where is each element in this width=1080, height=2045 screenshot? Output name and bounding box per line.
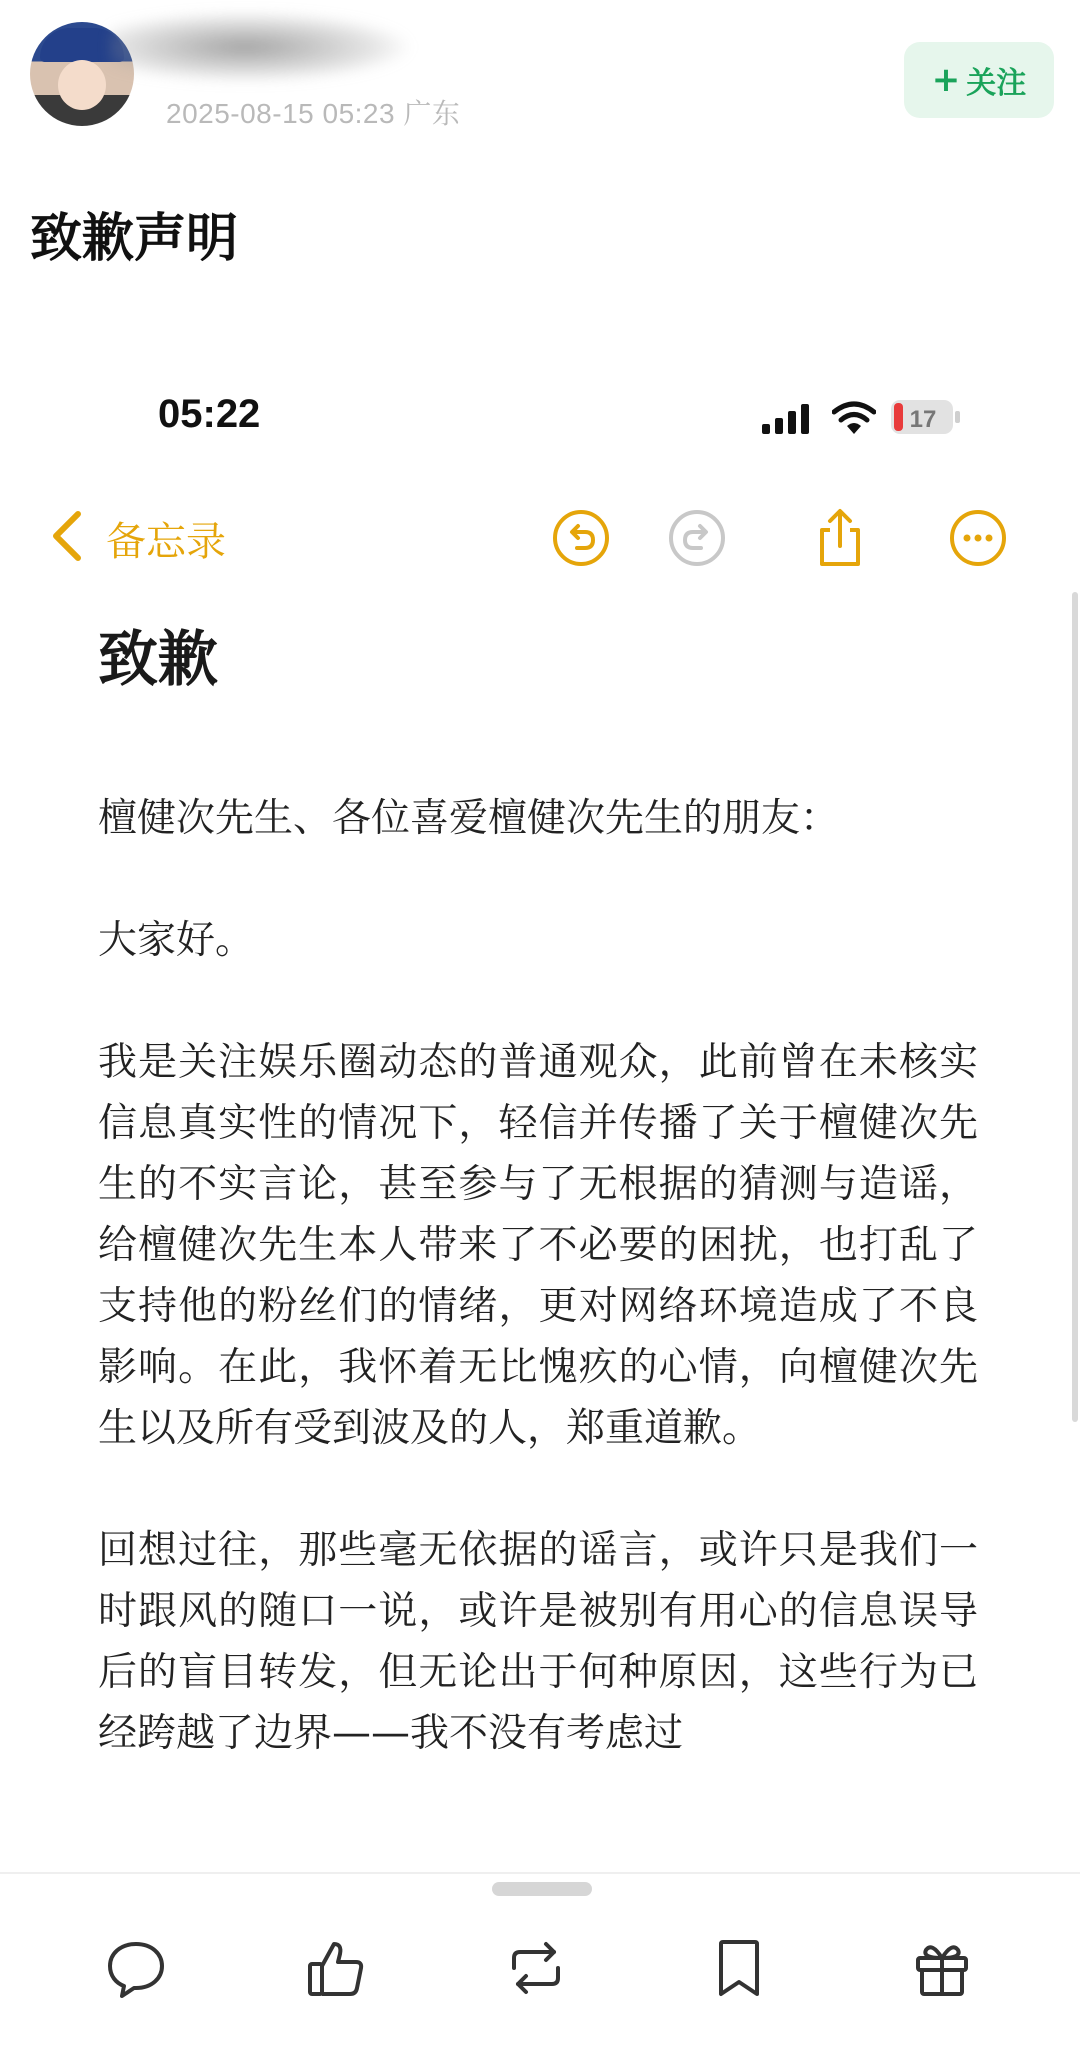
back-button[interactable]: 备忘录 [106, 519, 226, 565]
follow-label: 关注 [966, 66, 1027, 101]
plus-icon: + [931, 60, 961, 100]
nickname-redacted [110, 12, 410, 82]
post-header [0, 0, 1080, 160]
note-paragraph: 回想过往，那些毫无依据的谣言，或许只是我们一时跟风的随口一说，或许是被别有用心的信息误导后的盲目转发，但无论出于何种原因，这些行为已经跨越了边界——我不没有考虑过 [98, 1528, 978, 1756]
comment-icon[interactable] [104, 1936, 168, 2000]
home-indicator [492, 1882, 592, 1896]
signal-icon [762, 404, 812, 434]
note-heading: 致歉 [98, 625, 218, 695]
follow-button[interactable] [904, 42, 1054, 118]
like-icon[interactable] [304, 1936, 368, 2000]
undo-icon[interactable] [551, 508, 611, 568]
battery-level: 17 [909, 406, 937, 433]
chevron-left-icon[interactable] [50, 510, 84, 562]
note-greeting: 檀健次先生、各位喜爱檀健次先生的朋友： [98, 796, 840, 841]
divider [0, 1872, 1080, 1874]
post-meta: 2025-08-15 05:23 广东 [166, 98, 461, 129]
share-icon[interactable] [810, 508, 870, 568]
action-bar [0, 1900, 1080, 2045]
status-bar [0, 380, 1080, 450]
repost-icon[interactable] [504, 1936, 568, 2000]
more-icon[interactable] [948, 508, 1008, 568]
bookmark-icon[interactable] [707, 1936, 771, 2000]
post-title: 致歉声明 [30, 209, 239, 269]
note-content[interactable] [98, 600, 978, 1870]
note-paragraph: 我是关注娱乐圈动态的普通观众，此前曾在未核实信息真实性的情况下，轻信并传播了关于檀健次先生的不实言论，甚至参与了无根据的猜测与造谣，给檀健次先生本人带来了不必要的困扰，也打乱了支持他的粉丝们的情绪，更对网络环境造成了不良影响。在此，我怀着无比愧疚的心情，向檀健次先生以及所有受到波及的人，郑重道歉。 [98, 1040, 978, 1451]
scrollbar[interactable] [1072, 592, 1078, 1422]
avatar-face [58, 60, 106, 110]
wifi-icon [832, 400, 876, 436]
battery-icon [890, 398, 962, 436]
note-hello: 大家好。 [98, 918, 255, 963]
status-time: 05:22 [158, 392, 261, 436]
notes-toolbar [0, 490, 1080, 580]
redo-icon[interactable] [667, 508, 727, 568]
gift-icon[interactable] [910, 1936, 974, 2000]
